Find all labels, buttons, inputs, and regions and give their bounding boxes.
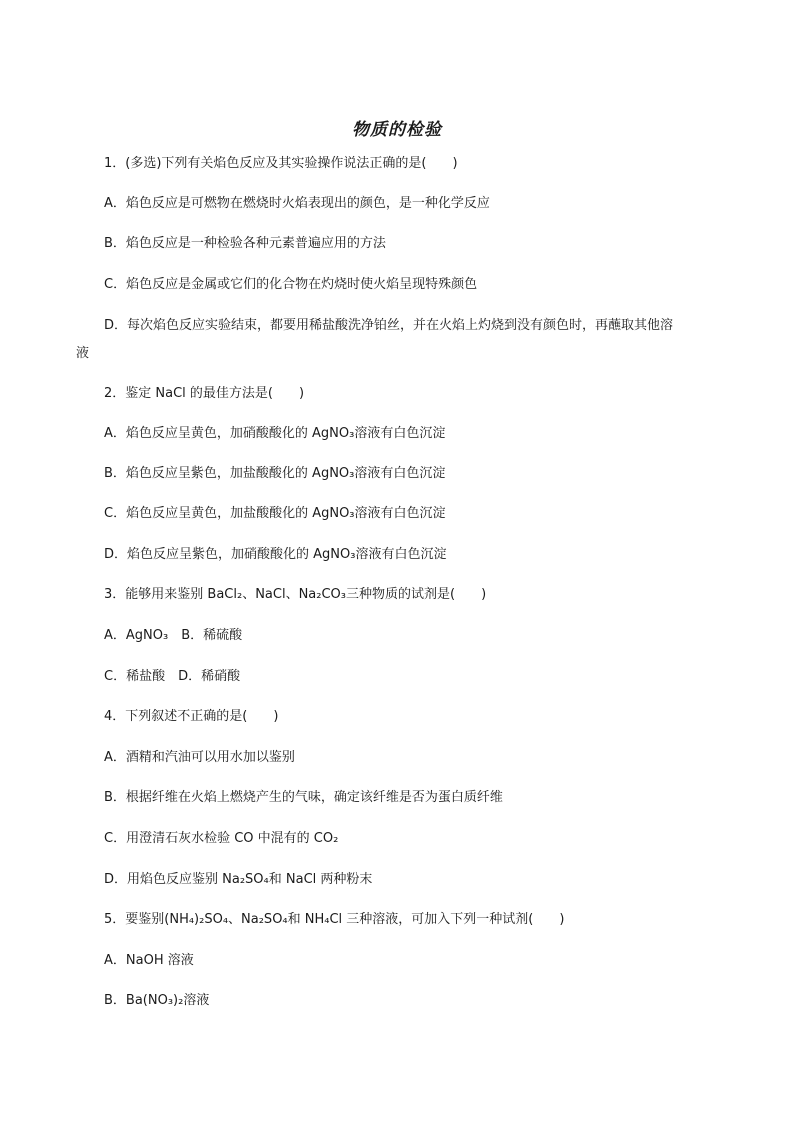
question-1-option-c: C．焰色反应是金属或它们的化合物在灼烧时使火焰呈现特殊颜色	[104, 277, 478, 292]
question-4-option-a: A．酒精和汽油可以用水加以鉴别	[104, 750, 295, 765]
question-2-option-a: A．焰色反应呈黄色，加硝酸酸化的 AgNO₃溶液有白色沉淀	[104, 426, 446, 441]
question-1-stem: 1．(多选)下列有关焰色反应及其实验操作说法正确的是( )	[104, 156, 458, 171]
question-2-stem: 2．鉴定 NaCl 的最佳方法是( )	[104, 386, 305, 401]
question-4-option-b: B．根据纤维在火焰上燃烧产生的气味，确定该纤维是否为蛋白质纤维	[104, 790, 503, 805]
question-3-options-cd: C．稀盐酸 D．稀硝酸	[104, 669, 241, 684]
question-2-option-b: B．焰色反应呈紫色，加盐酸酸化的 AgNO₃溶液有白色沉淀	[104, 466, 446, 481]
question-5-stem: 5．要鉴别(NH₄)₂SO₄、Na₂SO₄和 NH₄Cl 三种溶液，可加入下列一种试剂( )	[104, 912, 565, 927]
question-1-option-b: B．焰色反应是一种检验各种元素普遍应用的方法	[104, 236, 386, 251]
question-2-option-d: D．焰色反应呈紫色，加硝酸酸化的 AgNO₃溶液有白色沉淀	[104, 547, 447, 562]
question-4-option-d: D．用焰色反应鉴别 Na₂SO₄和 NaCl 两种粉末	[104, 872, 373, 887]
question-2-option-c: C．焰色反应呈黄色，加盐酸酸化的 AgNO₃溶液有白色沉淀	[104, 506, 446, 521]
question-5-option-b: B．Ba(NO₃)₂溶液	[104, 993, 210, 1008]
question-4-option-c: C．用澄清石灰水检验 CO 中混有的 CO₂	[104, 831, 339, 846]
document-title: 物质的检验	[352, 120, 442, 140]
question-1-option-d: D．每次焰色反应实验结束，都要用稀盐酸洗净铂丝，并在火焰上灼烧到没有颜色时，再蘸取其他溶	[104, 318, 674, 333]
question-4-stem: 4．下列叙述不正确的是( )	[104, 709, 279, 724]
question-3-options-ab: A．AgNO₃ B．稀硫酸	[104, 628, 243, 643]
question-1-option-d-continued: 液	[76, 346, 90, 361]
question-1-option-a: A．焰色反应是可燃物在燃烧时火焰表现出的颜色，是一种化学反应	[104, 196, 490, 211]
question-3-stem: 3．能够用来鉴别 BaCl₂、NaCl、Na₂CO₃三种物质的试剂是( )	[104, 587, 487, 602]
question-5-option-a: A．NaOH 溶液	[104, 953, 194, 968]
